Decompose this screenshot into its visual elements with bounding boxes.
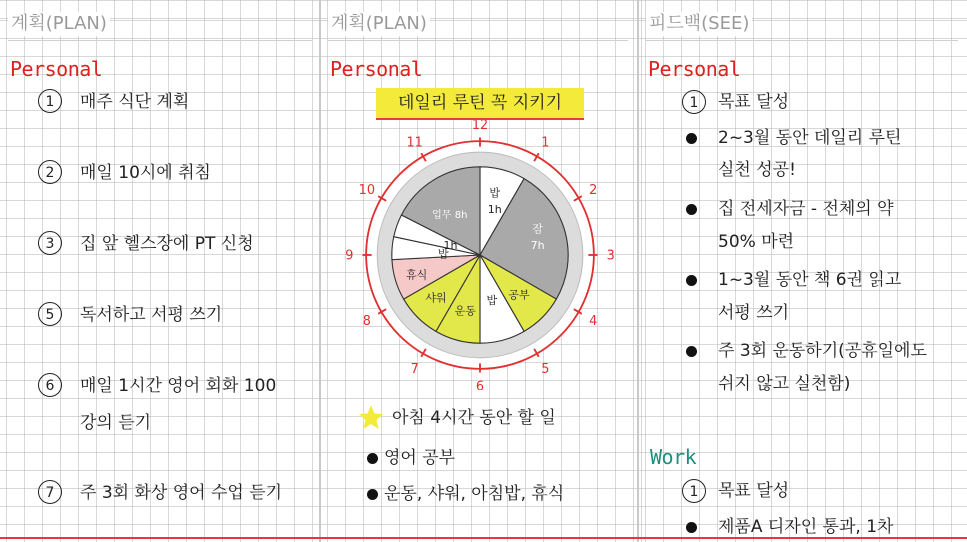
routine-title: 데일리 루틴 꼭 지키기 bbox=[376, 88, 584, 120]
routine-segment-label: 밥 bbox=[486, 293, 498, 307]
routine-bullet: 운동, 샤워, 아침밥, 휴식 bbox=[384, 484, 565, 504]
plan-item: 매주 식단 계획 bbox=[80, 92, 190, 112]
category-label: Personal bbox=[648, 57, 741, 81]
plan-item: 독서하고 서평 쓰기 bbox=[80, 305, 223, 325]
column-header: 계획(PLAN) bbox=[328, 12, 430, 36]
bullet-icon bbox=[686, 346, 697, 357]
routine-segment-label: 운동 bbox=[454, 304, 476, 318]
category-label-work: Work bbox=[650, 445, 697, 469]
feedback-item: 목표 달성 bbox=[718, 481, 790, 501]
routine-segment-label: 업무 8h bbox=[432, 209, 468, 221]
bullet-icon bbox=[686, 522, 697, 533]
morning-routine-heading: 아침 4시간 동안 할 일 bbox=[392, 408, 556, 428]
feedback-item-continued: 50% 마련 bbox=[718, 232, 795, 252]
item-number: 3 bbox=[38, 231, 62, 255]
hour-label: 8 bbox=[362, 313, 371, 329]
item-number: 2 bbox=[38, 160, 62, 184]
routine-segment-label: 잠 bbox=[532, 222, 543, 236]
plan-item: 주 3회 화상 영어 수업 듣기 bbox=[80, 483, 283, 503]
feedback-item-continued: 쉬지 않고 실천함) bbox=[718, 374, 851, 394]
column-header: 계획(PLAN) bbox=[8, 12, 110, 36]
feedback-item: 2~3월 동안 데일리 루틴 bbox=[718, 128, 902, 148]
star-icon bbox=[358, 404, 384, 430]
item-number: 7 bbox=[38, 480, 62, 504]
routine-segment-duration: 1h bbox=[487, 202, 502, 216]
feedback-item-continued: 서평 쓰기 bbox=[718, 303, 790, 323]
hour-label: 1 bbox=[541, 135, 550, 151]
bullet-icon bbox=[367, 489, 378, 500]
column-divider bbox=[637, 0, 639, 542]
header-underline bbox=[646, 40, 958, 41]
feedback-item-continued: 실천 성공! bbox=[718, 160, 796, 180]
header-underline bbox=[328, 40, 628, 41]
bullet-icon bbox=[686, 275, 697, 286]
column-divider bbox=[319, 0, 321, 542]
category-label: Personal bbox=[10, 57, 103, 81]
hour-label: 10 bbox=[358, 183, 375, 199]
plan-item: 매일 1시간 영어 회화 100 bbox=[80, 376, 277, 396]
column-header: 피드백(SEE) bbox=[646, 12, 752, 36]
hour-label: 9 bbox=[345, 248, 354, 264]
item-number: 6 bbox=[38, 373, 62, 397]
routine-segment-label: 공부 bbox=[508, 288, 530, 302]
item-number: 1 bbox=[682, 90, 706, 114]
routine-segment-label: 밥 bbox=[489, 186, 501, 200]
hour-label: 12 bbox=[471, 120, 489, 133]
feedback-item: 제품A 디자인 통과, 1차 bbox=[718, 517, 894, 537]
bullet-icon bbox=[686, 133, 697, 144]
plan-item: 집 앞 헬스장에 PT 신청 bbox=[80, 234, 254, 254]
routine-bullet: 영어 공부 bbox=[384, 448, 456, 468]
header-underline bbox=[8, 40, 312, 41]
routine-segment-label: 1h bbox=[443, 239, 458, 253]
routine-segment-label: 밥 bbox=[437, 247, 449, 261]
hour-label: 6 bbox=[475, 379, 485, 390]
bullet-icon bbox=[686, 204, 697, 215]
hour-label: 5 bbox=[541, 361, 550, 377]
daily-routine-clock bbox=[345, 120, 615, 390]
feedback-item: 목표 달성 bbox=[718, 92, 790, 112]
hour-label: 7 bbox=[410, 361, 419, 377]
bullet-icon bbox=[367, 453, 378, 464]
routine-segment-label: 휴식 bbox=[405, 268, 428, 282]
hour-label: 11 bbox=[406, 135, 423, 151]
bottom-border bbox=[0, 537, 967, 539]
category-label: Personal bbox=[330, 57, 423, 81]
plan-item-continued: 강의 듣기 bbox=[80, 413, 152, 433]
feedback-item: 주 3회 운동하기(공휴일에도 bbox=[718, 341, 927, 361]
feedback-item: 집 전세자금 - 전체의 약 bbox=[718, 199, 894, 219]
hour-label: 2 bbox=[589, 183, 598, 199]
feedback-item: 1~3월 동안 책 6권 읽고 bbox=[718, 270, 902, 290]
routine-segment-duration: 7h bbox=[530, 239, 545, 253]
plan-item: 매일 10시에 취침 bbox=[80, 163, 211, 183]
routine-segment-label: 샤워 bbox=[425, 291, 447, 305]
hour-label: 4 bbox=[589, 313, 598, 329]
hour-label: 3 bbox=[606, 248, 615, 264]
item-number: 5 bbox=[38, 302, 62, 326]
item-number: 1 bbox=[682, 479, 706, 503]
item-number: 1 bbox=[38, 89, 62, 113]
